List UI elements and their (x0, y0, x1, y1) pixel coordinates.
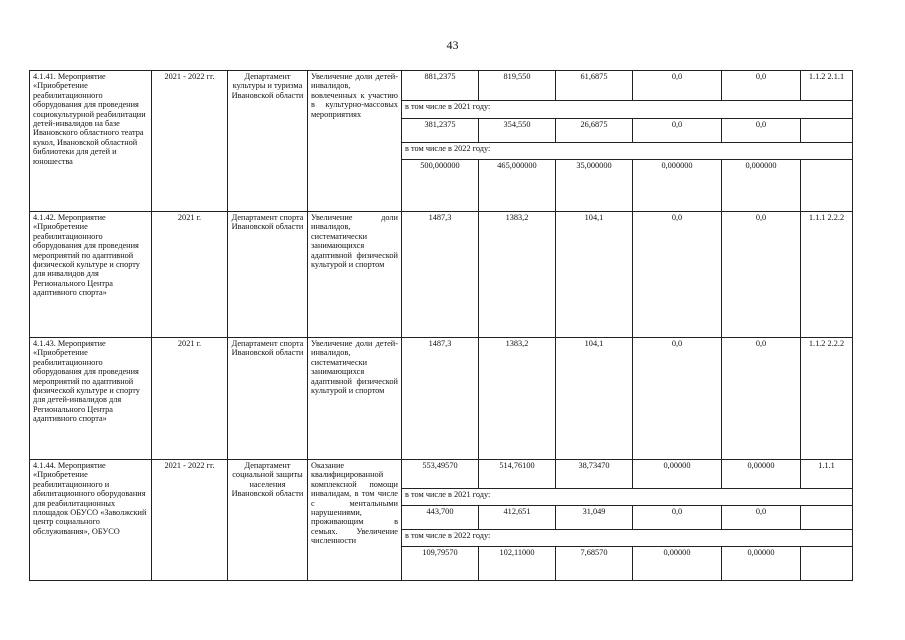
year-value: 354,550 (479, 118, 556, 142)
measure-executor: Департамент социальной защиты населения Ивановской области (228, 460, 308, 581)
measure-name: 4.1.43. Мероприятие «Приобретение реабилитационного оборудования для проведения мероприятий по адаптивной физической культуре и спорту для детей-инвалидов для Регионального Центра адаптивного спорта» (30, 338, 152, 460)
year-value: 381,2375 (402, 118, 479, 142)
total-value: 819,550 (479, 71, 556, 101)
total-value: 0,0 (633, 212, 722, 338)
year-label: в том числе в 2021 году: (402, 101, 853, 119)
measure-executor: Департамент спорта Ивановской области (228, 212, 308, 338)
total-value: 553,49570 (402, 460, 479, 489)
indicator-codes: 1.1.1 (801, 460, 853, 489)
year-value: 0,000000 (633, 160, 722, 212)
year-label: в том числе в 2021 году: (402, 489, 853, 506)
measure-period: 2021 г. (152, 338, 228, 460)
year-value: 31,049 (556, 506, 633, 529)
total-value: 1487,3 (402, 212, 479, 338)
measures-table (29, 70, 853, 581)
measure-period: 2021 г. (152, 212, 228, 338)
empty-cell (801, 160, 853, 212)
total-value: 104,1 (556, 212, 633, 338)
year-value: 0,0 (633, 118, 722, 142)
table-row (30, 338, 853, 460)
total-value: 0,0 (722, 71, 801, 101)
total-value: 1383,2 (479, 212, 556, 338)
table-row (30, 71, 853, 101)
empty-cell (801, 506, 853, 529)
empty-cell (801, 118, 853, 142)
total-value: 881,2375 (402, 71, 479, 101)
table-row (30, 460, 853, 489)
measure-name: 4.1.41. Мероприятие «Приобретение реабилитационного оборудования для проведения социокультурной реабилитации детей-инвалидов на базе Ивановского областного театра кукол, Ивановской областной библиотеки для детей и юношества (30, 71, 152, 212)
year-label: в том числе в 2022 году: (402, 529, 853, 546)
year-value: 35,000000 (556, 160, 633, 212)
measure-result: Оказание квалифицированной комплексной помощи инвалидам, в том числе с ментальными нарушениями, проживающим в семьях. Увеличение численности (308, 460, 402, 581)
year-value: 0,000000 (722, 160, 801, 212)
year-value: 26,6875 (556, 118, 633, 142)
measure-executor: Департамент спорта Ивановской области (228, 338, 308, 460)
measure-period: 2021 - 2022 гг. (152, 71, 228, 212)
year-value: 0,00000 (722, 546, 801, 580)
indicator-codes: 1.1.2 2.1.1 (801, 71, 853, 101)
year-value: 500,000000 (402, 160, 479, 212)
total-value: 1383,2 (479, 338, 556, 460)
total-value: 0,0 (722, 212, 801, 338)
measure-result: Увеличение доли детей-инвалидов, вовлеченных к участию в культурно-массовых мероприятиях (308, 71, 402, 212)
year-value: 102,11000 (479, 546, 556, 580)
measure-result: Увеличение доли инвалидов, систематически занимающихся адаптивной физической культурой и спортом (308, 212, 402, 338)
measure-period: 2021 - 2022 гг. (152, 460, 228, 581)
year-value: 443,700 (402, 506, 479, 529)
year-value: 0,0 (722, 118, 801, 142)
year-value: 109,79570 (402, 546, 479, 580)
year-value: 465,000000 (479, 160, 556, 212)
total-value: 0,0 (722, 338, 801, 460)
total-value: 514,76100 (479, 460, 556, 489)
year-value: 412,651 (479, 506, 556, 529)
year-value: 7,68570 (556, 546, 633, 580)
measure-result: Увеличение доли детей-инвалидов, систематически занимающихся адаптивной физической культурой и спортом (308, 338, 402, 460)
indicator-codes: 1.1.1 2.2.2 (801, 212, 853, 338)
total-value: 1487,3 (402, 338, 479, 460)
year-label: в том числе в 2022 году: (402, 142, 853, 160)
table-row (30, 212, 853, 338)
total-value: 104,1 (556, 338, 633, 460)
total-value: 61,6875 (556, 71, 633, 101)
year-value: 0,0 (722, 506, 801, 529)
total-value: 0,00000 (722, 460, 801, 489)
year-value: 0,0 (633, 506, 722, 529)
total-value: 0,00000 (633, 460, 722, 489)
year-value: 0,00000 (633, 546, 722, 580)
empty-cell (801, 546, 853, 580)
total-value: 38,73470 (556, 460, 633, 489)
page-number: 43 (446, 38, 459, 52)
measure-executor: Департамент культуры и туризма Ивановской области (228, 71, 308, 212)
measure-name: 4.1.42. Мероприятие «Приобретение реабилитационного оборудования для проведения мероприятий по адаптивной физической культуре и спорту для инвалидов для Регионального Центра адаптивного спорта» (30, 212, 152, 338)
measure-name: 4.1.44. Мероприятие «Приобретение реабилитационного и абилитационного оборудования для реабилитационных площадок ОБУСО «Заволжский центр социального обслуживания», ОБУСО (30, 460, 152, 581)
total-value: 0,0 (633, 71, 722, 101)
indicator-codes: 1.1.2 2.2.2 (801, 338, 853, 460)
total-value: 0,0 (633, 338, 722, 460)
